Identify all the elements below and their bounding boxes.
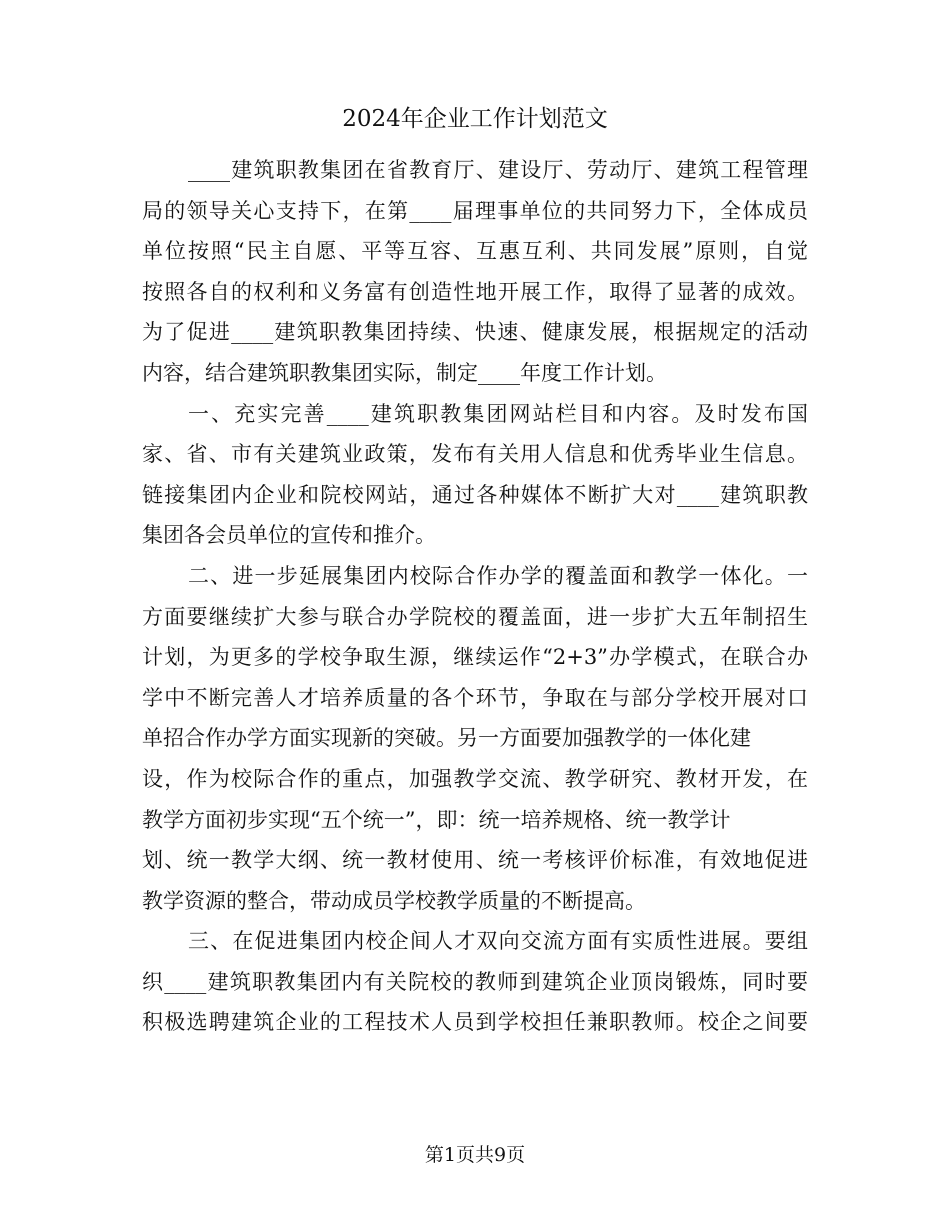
text-line: 三、在促进集团内校企间人才双向交流方面有实质性进展。要组: [188, 929, 808, 954]
paragraph-section-3: [142, 921, 808, 1043]
text-line: 方面要继续扩大参与联合办学院校的覆盖面，进一步扩大五年制招生: [142, 604, 808, 629]
text-line: 学中不断完善人才培养质量的各个环节，争取在与部分学校开展对口: [142, 685, 808, 710]
text-line: 划、统一教学大纲、统一教材使用、统一考核评价标准，有效地促进: [142, 848, 808, 873]
paragraph-section-2: [142, 556, 808, 921]
page-number-footer: 第1页共9页: [424, 1144, 526, 1166]
text-line: 教学资源的整合，带动成员学校教学质量的不断提高。: [142, 888, 646, 913]
text-line: ____建筑职教集团在省教育厅、建设厅、劳动厅、建筑工程管理: [188, 158, 808, 182]
text-line: 局的领导关心支持下，在第____届理事单位的共同努力下，全体成员: [142, 198, 808, 223]
text-line: 为了促进____建筑职教集团持续、快速、健康发展，根据规定的活动: [142, 320, 808, 345]
document-title: 2024年企业工作计划范文: [342, 106, 608, 132]
text-line: 教学方面初步实现“五个统一”，即：统一培养规格、统一教学计: [142, 807, 731, 832]
text-line: 链接集团内企业和院校网站，通过各种媒体不断扩大对____建筑职教: [142, 482, 808, 507]
text-line: 设，作为校际合作的重点，加强教学交流、教学研究、教材开发，在: [142, 766, 808, 791]
text-line: 家、省、市有关建筑业政策，发布有关用人信息和优秀毕业生信息。: [142, 442, 808, 467]
document-body: [142, 150, 808, 1043]
paragraph-section-1: [142, 394, 808, 556]
text-line: 集团各会员单位的宣传和推介。: [142, 523, 436, 548]
text-line: 按照各自的权利和义务富有创造性地开展工作，取得了显著的成效。: [142, 279, 808, 304]
paragraph-intro: [142, 150, 808, 394]
text-line: 织____建筑职教集团内有关院校的教师到建筑企业顶岗锻炼，同时要: [142, 969, 808, 994]
text-line: 二、进一步延展集团内校际合作办学的覆盖面和教学一体化。一: [188, 563, 808, 588]
text-line: 计划，为更多的学校争取生源，继续运作“2+3”办学模式，在联合办: [142, 645, 808, 670]
text-line: 积极选聘建筑企业的工程技术人员到学校担任兼职教师。校企之间要: [142, 1010, 808, 1035]
text-line: 一、充实完善____建筑职教集团网站栏目和内容。及时发布国: [188, 401, 808, 426]
text-line: 单位按照“民主自愿、平等互容、互惠互利、共同发展”原则，自觉: [142, 239, 808, 264]
text-line: 单招合作办学方面实现新的突破。另一方面要加强教学的一体化建: [142, 726, 751, 751]
text-line: 内容，结合建筑职教集团实际，制定____年度工作计划。: [142, 360, 667, 385]
